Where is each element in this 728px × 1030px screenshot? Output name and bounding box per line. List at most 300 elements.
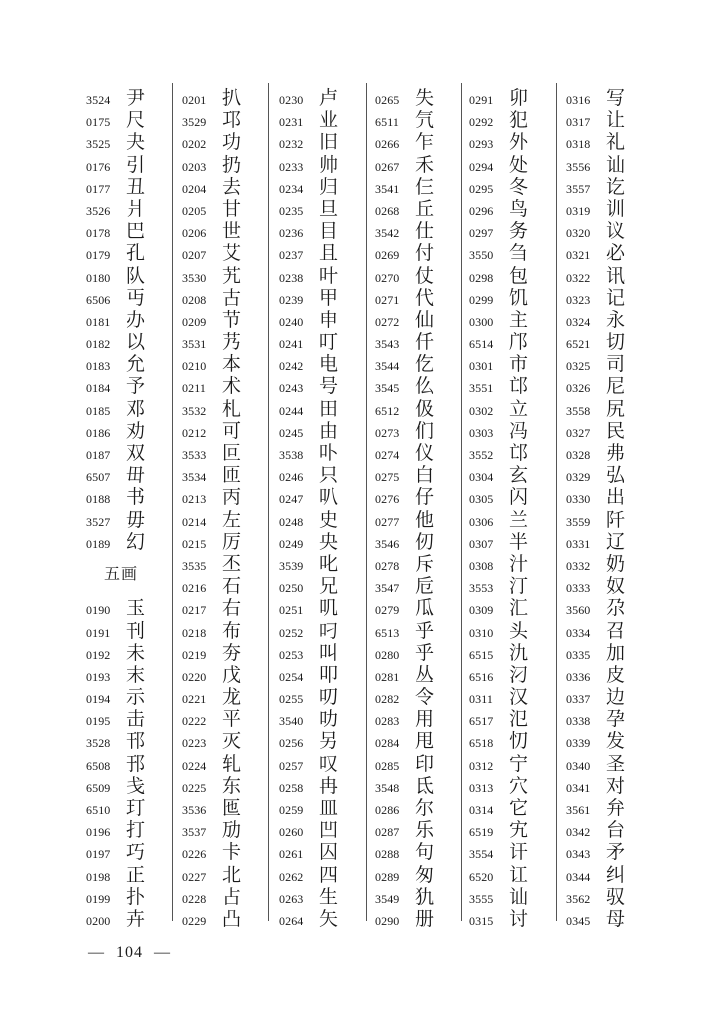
character-glyph: 冬 — [509, 175, 529, 198]
character-glyph: 艿 — [222, 331, 242, 354]
character-glyph: 玎 — [126, 797, 146, 820]
character-code: 0206 — [182, 226, 207, 241]
character-glyph: 旦 — [319, 197, 339, 220]
character-glyph: 功 — [222, 131, 242, 154]
character-glyph: 邛 — [222, 109, 242, 132]
character-code: 0243 — [279, 381, 304, 396]
character-code: 0321 — [566, 248, 591, 263]
character-glyph: 付 — [415, 242, 435, 265]
character-code: 0320 — [566, 226, 591, 241]
character-code: 0291 — [469, 93, 494, 107]
character-code: 3529 — [182, 115, 207, 130]
character-glyph: 皿 — [319, 797, 339, 819]
character-glyph: 归 — [319, 175, 339, 198]
character-glyph: 队 — [126, 264, 146, 287]
character-code: 0336 — [566, 669, 591, 684]
character-code: 0201 — [182, 93, 207, 107]
character-code: 0333 — [566, 581, 591, 596]
character-code: 6517 — [469, 714, 494, 729]
character-glyph: 甩 — [415, 730, 435, 753]
character-glyph: 矛 — [606, 841, 626, 864]
character-glyph: 办 — [126, 308, 146, 331]
character-code: 0259 — [279, 803, 304, 817]
character-glyph: 劝 — [126, 419, 146, 442]
page-number: 104 — [116, 944, 143, 961]
character-glyph: 讦 — [509, 841, 529, 864]
character-code: 0262 — [279, 869, 304, 884]
character-glyph: 用 — [415, 708, 435, 731]
character-code: 0216 — [182, 581, 207, 596]
character-code: 0248 — [279, 514, 304, 529]
character-glyph: 处 — [509, 153, 529, 176]
character-code: 0184 — [86, 381, 111, 396]
character-code: 3532 — [182, 403, 207, 418]
character-code: 3534 — [182, 470, 207, 485]
character-code: 0255 — [279, 692, 304, 707]
character-glyph: 必 — [606, 242, 626, 265]
character-glyph: 穴 — [509, 774, 529, 797]
character-code: 3556 — [566, 159, 591, 174]
character-glyph: 卯 — [509, 87, 529, 109]
character-glyph: 未 — [126, 641, 146, 664]
character-glyph: 扔 — [222, 153, 242, 176]
character-code: 0303 — [469, 425, 494, 440]
character-glyph: 切 — [606, 331, 626, 354]
character-code: 0234 — [279, 181, 304, 196]
character-code: 0198 — [86, 869, 111, 884]
character-glyph: 训 — [606, 197, 626, 220]
character-glyph: 乎 — [415, 641, 435, 664]
character-glyph: 玄 — [509, 464, 529, 487]
character-code: 0307 — [469, 536, 494, 551]
character-code: 3550 — [469, 248, 494, 263]
character-glyph: 册 — [415, 907, 435, 930]
character-code: 0254 — [279, 669, 304, 684]
character-code: 0292 — [469, 115, 494, 130]
character-code: 0245 — [279, 425, 304, 440]
character-code: 0187 — [86, 448, 111, 462]
character-glyph: 本 — [222, 353, 242, 376]
character-code: 0202 — [182, 137, 207, 152]
character-glyph: 叼 — [319, 619, 339, 642]
character-glyph: 巧 — [126, 841, 146, 864]
character-glyph: 汇 — [509, 597, 529, 620]
character-glyph: 忉 — [509, 730, 529, 753]
character-code: 0190 — [86, 603, 111, 618]
character-glyph: 叻 — [319, 708, 339, 731]
character-code: 3526 — [86, 203, 111, 218]
character-glyph: 白 — [415, 464, 435, 487]
character-code: 0220 — [182, 669, 207, 684]
character-glyph: 艾 — [222, 242, 242, 265]
character-code: 0247 — [279, 492, 304, 507]
character-code: 0258 — [279, 780, 304, 795]
character-glyph: 击 — [126, 708, 146, 731]
character-glyph: 加 — [606, 641, 626, 664]
character-code: 0185 — [86, 403, 111, 418]
character-glyph: 甲 — [319, 286, 339, 309]
stroke-section-heading: 五画 — [104, 563, 139, 583]
character-code: 0224 — [182, 758, 207, 773]
character-code: 0240 — [279, 314, 304, 329]
character-code: 0272 — [375, 314, 400, 329]
character-code: 0266 — [375, 137, 400, 152]
character-glyph: 乐 — [415, 819, 435, 842]
character-glyph: 东 — [222, 774, 242, 797]
character-glyph: 匆 — [415, 863, 435, 886]
character-glyph: 予 — [126, 375, 146, 398]
character-code: 0214 — [182, 514, 207, 529]
character-glyph: 阡 — [606, 508, 626, 531]
character-code: 0323 — [566, 292, 591, 307]
character-glyph: 代 — [415, 286, 435, 309]
character-glyph: 弘 — [606, 464, 626, 487]
character-glyph: 爿 — [126, 197, 146, 220]
character-code: 0210 — [182, 359, 207, 374]
character-code: 0282 — [375, 692, 400, 707]
character-code: 3560 — [566, 603, 591, 618]
character-glyph: 尔 — [415, 797, 435, 819]
character-glyph: 对 — [606, 774, 626, 797]
character-glyph: 毋 — [126, 508, 146, 531]
character-glyph: 他 — [415, 508, 435, 531]
character-glyph: 电 — [319, 353, 339, 376]
character-code: 0208 — [182, 292, 207, 307]
character-code: 0261 — [279, 847, 304, 862]
character-glyph: 讪 — [606, 153, 626, 176]
character-code: 6513 — [375, 625, 400, 640]
character-glyph: 夯 — [222, 641, 242, 664]
character-glyph: 叨 — [319, 686, 339, 709]
character-glyph: 出 — [606, 486, 626, 509]
character-glyph: 印 — [415, 752, 435, 775]
character-glyph: 毌 — [126, 464, 146, 487]
character-glyph: 辽 — [606, 530, 626, 553]
character-code: 0256 — [279, 736, 304, 751]
character-code: 0316 — [566, 93, 591, 107]
character-glyph: 边 — [606, 686, 626, 709]
character-glyph: 讧 — [509, 863, 529, 886]
character-code: 0232 — [279, 137, 304, 152]
character-glyph: 生 — [319, 885, 339, 908]
character-code: 0226 — [182, 847, 207, 862]
character-glyph: 仔 — [415, 486, 435, 509]
character-glyph: 犰 — [415, 885, 435, 908]
character-glyph: 卡 — [222, 841, 242, 864]
character-code: 0209 — [182, 314, 207, 329]
character-code: 0183 — [86, 359, 111, 374]
character-code: 0269 — [375, 248, 400, 263]
character-code: 0322 — [566, 270, 591, 285]
character-glyph: 市 — [509, 353, 529, 376]
character-code: 3527 — [86, 514, 111, 529]
character-glyph: 礼 — [606, 131, 626, 154]
character-glyph: 主 — [509, 308, 529, 331]
character-code: 6519 — [469, 825, 494, 840]
character-code: 0199 — [86, 891, 111, 906]
character-code: 0275 — [375, 470, 400, 485]
character-code: 0264 — [279, 913, 304, 928]
character-glyph: 邙 — [509, 442, 529, 464]
character-code: 3549 — [375, 891, 400, 906]
character-code: 0301 — [469, 359, 494, 374]
character-glyph: 申 — [319, 308, 339, 331]
character-code: 0340 — [566, 758, 591, 773]
character-code: 0236 — [279, 226, 304, 241]
character-code: 0265 — [375, 93, 400, 107]
character-glyph: 央 — [319, 530, 339, 553]
character-glyph: 术 — [222, 375, 242, 398]
character-code: 3551 — [469, 381, 494, 396]
character-glyph: 北 — [222, 863, 242, 886]
character-glyph: 乎 — [415, 619, 435, 642]
column-divider — [556, 83, 557, 921]
character-code: 6518 — [469, 736, 494, 751]
character-code: 0288 — [375, 847, 400, 862]
character-glyph: 目 — [319, 220, 339, 243]
character-code: 0294 — [469, 159, 494, 174]
character-glyph: 叶 — [319, 264, 339, 287]
character-code: 3559 — [566, 514, 591, 529]
character-code: 0284 — [375, 736, 400, 751]
character-code: 0213 — [182, 492, 207, 507]
character-glyph: 札 — [222, 397, 242, 420]
character-code: 0228 — [182, 891, 207, 906]
character-glyph: 汁 — [509, 552, 529, 575]
character-glyph: 孔 — [126, 242, 146, 265]
character-code: 6508 — [86, 758, 111, 773]
character-code: 3558 — [566, 403, 591, 418]
character-code: 3546 — [375, 536, 400, 551]
character-glyph: 凸 — [222, 907, 242, 930]
character-code: 0308 — [469, 558, 494, 573]
character-glyph: 正 — [126, 863, 146, 886]
character-code: 0280 — [375, 647, 400, 662]
character-code: 0231 — [279, 115, 304, 130]
character-code: 0200 — [86, 913, 111, 928]
column-divider — [461, 83, 462, 921]
character-glyph: 尺 — [126, 109, 146, 132]
character-glyph: 奶 — [606, 552, 626, 575]
character-code: 0241 — [279, 337, 304, 352]
character-glyph: 让 — [606, 109, 626, 132]
column-divider — [366, 83, 367, 921]
character-glyph: 邝 — [509, 331, 529, 354]
character-code: 0313 — [469, 780, 494, 795]
character-code: 0252 — [279, 625, 304, 640]
character-code: 3545 — [375, 381, 400, 396]
character-code: 0222 — [182, 714, 207, 729]
character-glyph: 冯 — [509, 419, 529, 442]
character-code: 3543 — [375, 337, 400, 352]
character-code: 0233 — [279, 159, 304, 174]
character-glyph: 叹 — [319, 752, 339, 775]
character-glyph: 仪 — [415, 442, 435, 464]
character-glyph: 龙 — [222, 686, 242, 709]
character-code: 0270 — [375, 270, 400, 285]
character-code: 3554 — [469, 847, 494, 862]
footer-dash-right: — — [154, 944, 171, 961]
character-code: 6514 — [469, 337, 494, 352]
character-glyph: 囚 — [319, 841, 339, 864]
character-code: 0189 — [86, 536, 111, 551]
character-glyph: 丕 — [222, 552, 242, 575]
character-glyph: 台 — [606, 819, 626, 842]
character-glyph: 夬 — [126, 131, 146, 154]
character-code: 0196 — [86, 825, 111, 840]
character-code: 0178 — [86, 226, 111, 241]
character-glyph: 鸟 — [509, 197, 529, 220]
character-code: 3539 — [279, 558, 304, 573]
character-code: 0211 — [182, 381, 206, 396]
character-glyph: 劢 — [222, 819, 242, 842]
character-code: 3562 — [566, 891, 591, 906]
character-code: 0229 — [182, 913, 207, 928]
character-code: 3555 — [469, 891, 494, 906]
character-code: 0302 — [469, 403, 494, 418]
character-code: 3533 — [182, 448, 207, 462]
character-code: 0297 — [469, 226, 494, 241]
character-code: 0312 — [469, 758, 494, 773]
character-glyph: 叱 — [319, 552, 339, 575]
character-code: 0227 — [182, 869, 207, 884]
character-code: 0205 — [182, 203, 207, 218]
character-glyph: 记 — [606, 286, 626, 309]
character-glyph: 占 — [222, 885, 242, 908]
character-glyph: 书 — [126, 486, 146, 509]
character-code: 0244 — [279, 403, 304, 418]
character-glyph: 号 — [319, 375, 339, 398]
character-code: 0278 — [375, 558, 400, 573]
character-glyph: 可 — [222, 419, 242, 442]
character-glyph: 另 — [319, 730, 339, 753]
character-glyph: 汀 — [509, 575, 529, 598]
character-glyph: 司 — [606, 353, 626, 376]
character-code: 0221 — [182, 692, 207, 707]
character-glyph: 邓 — [126, 397, 146, 420]
character-code: 0194 — [86, 692, 111, 707]
character-glyph: 兰 — [509, 508, 529, 531]
character-code: 0281 — [375, 669, 400, 684]
character-code: 0271 — [375, 292, 400, 307]
character-glyph: 外 — [509, 131, 529, 154]
character-code: 0300 — [469, 314, 494, 329]
character-glyph: 尻 — [606, 397, 626, 420]
character-glyph: 丑 — [126, 175, 146, 198]
character-glyph: 氾 — [509, 708, 529, 731]
page-footer — [88, 944, 171, 962]
character-code: 0217 — [182, 603, 207, 618]
character-code: 3541 — [375, 181, 400, 196]
character-code: 0207 — [182, 248, 207, 263]
character-code: 0329 — [566, 470, 591, 485]
character-glyph: 双 — [126, 442, 146, 464]
character-code: 0235 — [279, 203, 304, 218]
character-code: 0328 — [566, 448, 591, 462]
character-code: 0253 — [279, 647, 304, 662]
character-code: 0191 — [86, 625, 111, 640]
character-code: 0203 — [182, 159, 207, 174]
character-code: 0195 — [86, 714, 111, 729]
character-glyph: 打 — [126, 819, 146, 842]
character-code: 0305 — [469, 492, 494, 507]
character-glyph: 只 — [319, 464, 339, 487]
character-code: 0283 — [375, 714, 400, 729]
character-code: 0251 — [279, 603, 304, 618]
character-glyph: 弁 — [606, 797, 626, 819]
character-code: 0238 — [279, 270, 304, 285]
character-glyph: 且 — [319, 242, 339, 265]
character-glyph: 发 — [606, 730, 626, 753]
character-glyph: 斥 — [415, 552, 435, 575]
character-glyph: 刊 — [126, 619, 146, 642]
character-glyph: 饥 — [509, 286, 529, 309]
character-code: 0325 — [566, 359, 591, 374]
character-glyph: 半 — [509, 530, 529, 553]
character-code: 0193 — [86, 669, 111, 684]
character-code: 0175 — [86, 115, 111, 130]
character-code: 0273 — [375, 425, 400, 440]
character-glyph: 汈 — [509, 663, 529, 686]
character-glyph: 叵 — [222, 442, 242, 464]
character-code: 3540 — [279, 714, 304, 729]
character-code: 0343 — [566, 847, 591, 862]
character-glyph: 乍 — [415, 131, 435, 154]
character-code: 0330 — [566, 492, 591, 507]
character-code: 0331 — [566, 536, 591, 551]
character-glyph: 去 — [222, 175, 242, 198]
character-glyph: 汉 — [509, 686, 529, 709]
character-glyph: 瓜 — [415, 597, 435, 620]
character-code: 0287 — [375, 825, 400, 840]
character-code: 3552 — [469, 448, 494, 462]
character-glyph: 奴 — [606, 575, 626, 598]
character-glyph: 匝 — [222, 464, 242, 487]
character-glyph: 矢 — [319, 907, 339, 930]
character-code: 6520 — [469, 869, 494, 884]
character-code: 0225 — [182, 780, 207, 795]
character-glyph: 氿 — [509, 641, 529, 664]
character-glyph: 圣 — [606, 752, 626, 775]
character-code: 0293 — [469, 137, 494, 152]
character-code: 6507 — [86, 470, 111, 485]
character-glyph: 令 — [415, 686, 435, 709]
character-glyph: 永 — [606, 308, 626, 331]
character-glyph: 甘 — [222, 197, 242, 220]
character-code: 0342 — [566, 825, 591, 840]
character-code: 0279 — [375, 603, 400, 618]
character-glyph: 孕 — [606, 708, 626, 731]
character-code: 0341 — [566, 780, 591, 795]
character-code: 0276 — [375, 492, 400, 507]
character-glyph: 兄 — [319, 575, 339, 598]
character-code: 6515 — [469, 647, 494, 662]
character-glyph: 凹 — [319, 819, 339, 842]
character-glyph: 卢 — [319, 87, 339, 109]
character-code: 3531 — [182, 337, 207, 352]
character-code: 3557 — [566, 181, 591, 196]
character-code: 3548 — [375, 780, 400, 795]
character-glyph: 叫 — [319, 641, 339, 664]
character-code: 0290 — [375, 913, 400, 928]
character-code: 0177 — [86, 181, 111, 196]
character-code: 0298 — [469, 270, 494, 285]
footer-dash-left: — — [88, 944, 105, 961]
character-glyph: 世 — [222, 220, 242, 243]
character-glyph: 以 — [126, 331, 146, 354]
character-glyph: 邘 — [126, 752, 146, 775]
character-code: 0326 — [566, 381, 591, 396]
